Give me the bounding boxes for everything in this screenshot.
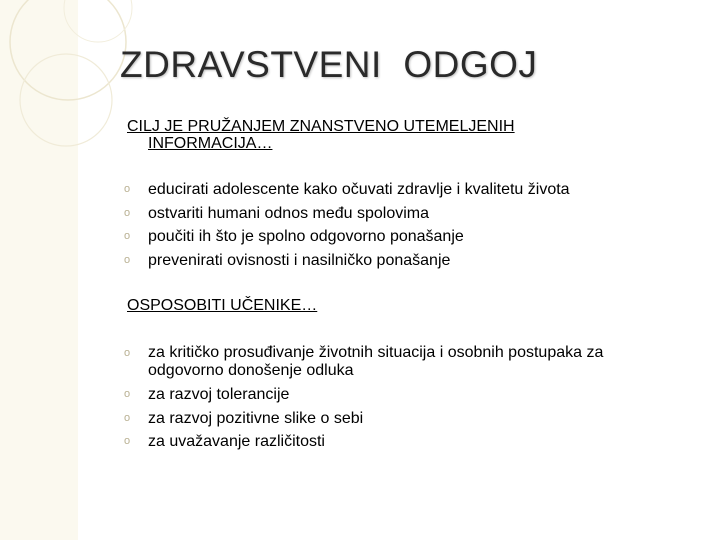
bullet-marker-icon: o (124, 388, 131, 400)
decor-circle-large (10, 0, 126, 100)
bullet-marker-icon: o (124, 206, 131, 219)
bullet-marker-icon: o (124, 435, 131, 447)
list-item (124, 202, 570, 226)
list-item (124, 383, 668, 407)
list-item (124, 342, 668, 383)
list-item-text: ostvariti humani odnos među spolovima (148, 204, 430, 222)
goals-list (124, 178, 570, 272)
list-item-text: educirati adolescente kako očuvati zdravlje i kvalitetu života (148, 181, 570, 198)
list-item-text: za razvoj tolerancije (148, 386, 290, 403)
list-item (124, 178, 570, 202)
bullet-marker-icon: o (124, 253, 131, 266)
bullet-marker-icon: o (124, 230, 131, 242)
list-item (124, 407, 668, 431)
bullet-marker-icon: o (124, 183, 131, 195)
bullet-marker-icon: o (124, 347, 131, 359)
list-item (124, 225, 570, 249)
list-item-text: prevenirati ovisnosti i nasilničko ponašanje (148, 251, 451, 269)
list-item (124, 430, 668, 454)
section-heading-cilj (127, 118, 577, 152)
section-heading-osposobiti: OSPOSOBITI UČENIKE… (127, 297, 318, 314)
bullet-marker-icon: o (124, 411, 131, 424)
list-item-text: poučiti ih što je spolno odgovorno ponašanje (148, 228, 464, 245)
skills-list (124, 342, 668, 454)
list-item-text: za razvoj pozitivne slike o sebi (148, 409, 364, 427)
list-item (124, 249, 570, 273)
list-item-text: za kritičko prosuđivanje životnih situacija i osobnih postupaka za odgovorno donošenje odluka (148, 344, 604, 379)
slide-title: ZDRAVSTVENI ODGOJ (120, 44, 538, 85)
section-heading-cilj-line2: INFORMACIJA… (148, 135, 273, 152)
list-item-text: za uvažavanje različitosti (148, 433, 325, 450)
section-heading-cilj-line1: CILJ JE PRUŽANJEM ZNANSTVENO UTEMELJENIH (127, 118, 515, 135)
